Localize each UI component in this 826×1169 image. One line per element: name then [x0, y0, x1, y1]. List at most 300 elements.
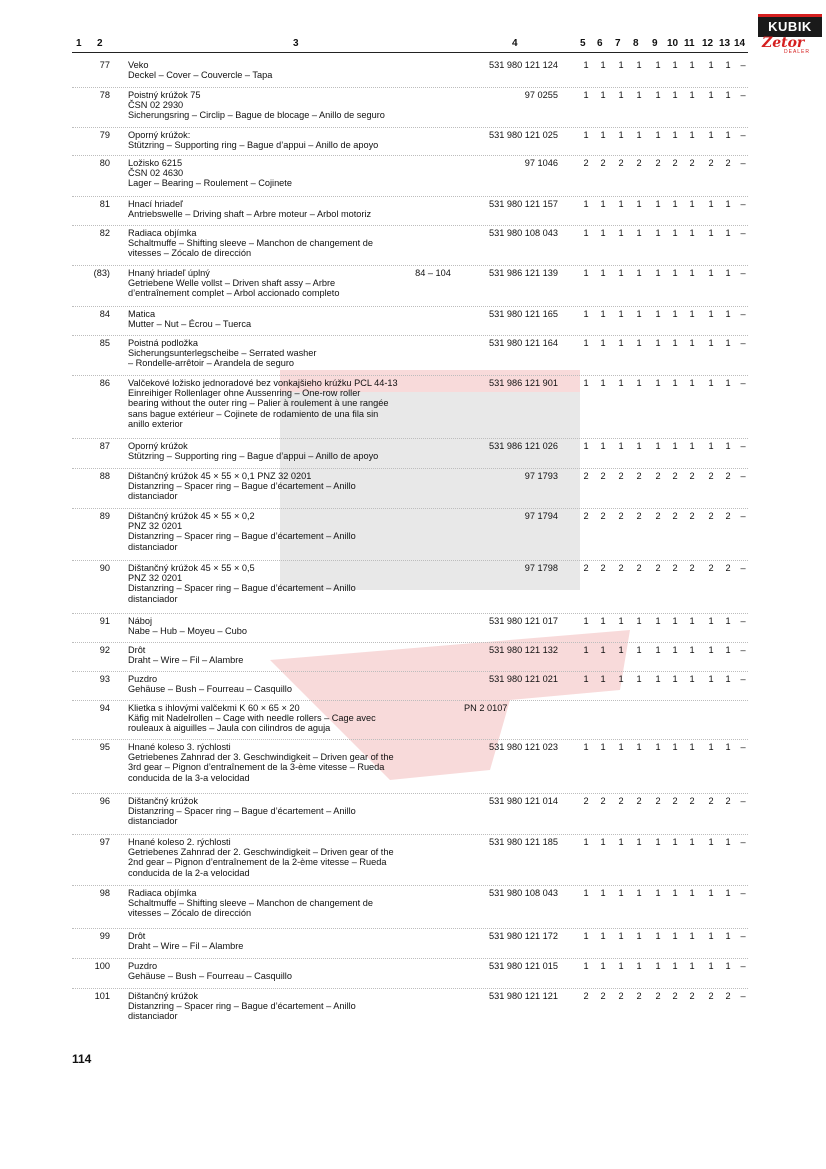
quantity-col-9: 1	[655, 338, 661, 348]
quantity-col-8: 1	[636, 742, 642, 752]
quantity-col-6: 1	[600, 268, 606, 278]
row-separator	[72, 671, 748, 672]
quantity-col-5: 1	[583, 90, 589, 100]
quantity-col-11: 1	[689, 742, 695, 752]
quantity-col-12: 2	[708, 158, 714, 168]
quantity-col-14: –	[740, 228, 746, 238]
description-line: Nabe – Hub – Moyeu – Cubo	[128, 626, 248, 637]
part-number: 531 980 121 021	[489, 674, 558, 684]
column-header-5: 5	[580, 38, 586, 49]
quantity-col-13: 1	[725, 645, 731, 655]
description-line: Sicherungsring – Circlip – Bague de blocage – Anillo de seguro	[128, 110, 385, 121]
item-description	[128, 309, 468, 329]
item-description	[128, 616, 468, 636]
quantity-col-13: 1	[725, 837, 731, 847]
quantity-col-11: 1	[689, 309, 695, 319]
quantity-col-7: 1	[618, 837, 624, 847]
item-description	[128, 563, 468, 604]
description-line: distanciador	[128, 593, 178, 604]
quantity-col-10: 1	[672, 674, 678, 684]
part-number: 97 1798	[524, 563, 558, 573]
quantity-col-6: 1	[600, 645, 606, 655]
item-description	[128, 645, 468, 665]
quantity-col-11: 1	[689, 338, 695, 348]
quantity-col-7: 1	[618, 616, 624, 626]
quantity-col-7: 2	[618, 158, 624, 168]
quantity-col-13: 1	[725, 931, 731, 941]
quantity-col-8: 1	[636, 888, 642, 898]
quantity-col-6: 1	[600, 338, 606, 348]
quantity-col-12: 2	[708, 471, 714, 481]
quantity-col-13: 1	[725, 268, 731, 278]
description-line: Dištančný krúžok	[128, 991, 198, 1001]
quantity-col-8: 1	[636, 309, 642, 319]
description-line: rouleaux à aiguilles – Jaula con cilindros de aguja	[128, 723, 331, 734]
description-line: Distanzring – Spacer ring – Bague d’écartement – Anillo	[128, 481, 356, 492]
part-number: 97 1794	[524, 511, 558, 521]
description-line: PNZ 32 0201	[128, 521, 183, 532]
quantity-col-11: 1	[689, 888, 695, 898]
quantity-col-5: 2	[583, 511, 589, 521]
description-line: Hnané koleso 2. rýchlosti	[128, 837, 231, 847]
quantity-col-11: 1	[689, 645, 695, 655]
description-line: Matica	[128, 309, 156, 319]
quantity-col-9: 2	[655, 991, 661, 1001]
quantity-col-11: 1	[689, 616, 695, 626]
quantity-col-5: 1	[583, 931, 589, 941]
quantity-col-14: –	[740, 991, 746, 1001]
row-separator	[72, 468, 748, 469]
quantity-col-6: 1	[600, 616, 606, 626]
description-line: Puzdro	[128, 961, 158, 971]
quantity-col-14: –	[740, 309, 746, 319]
item-number: 96	[99, 796, 110, 806]
quantity-col-11: 2	[689, 511, 695, 521]
quantity-col-7: 1	[618, 674, 624, 684]
quantity-col-8: 1	[636, 674, 642, 684]
quantity-col-10: 1	[672, 268, 678, 278]
quantity-col-5: 1	[583, 888, 589, 898]
quantity-col-12: 1	[708, 199, 714, 209]
quantity-col-12: 1	[708, 130, 714, 140]
quantity-col-5: 1	[583, 60, 589, 70]
quantity-col-5: 1	[583, 674, 589, 684]
quantity-col-6: 1	[600, 199, 606, 209]
description-line: Draht – Wire – Fil – Alambre	[128, 655, 244, 666]
quantity-col-6: 2	[600, 158, 606, 168]
quantity-col-5: 1	[583, 441, 589, 451]
row-separator	[72, 225, 748, 226]
description-line: anillo exterior	[128, 418, 183, 429]
quantity-col-7: 1	[618, 268, 624, 278]
quantity-col-8: 1	[636, 130, 642, 140]
description-line: Veko	[128, 60, 149, 70]
quantity-col-6: 2	[600, 471, 606, 481]
quantity-col-14: –	[740, 674, 746, 684]
quantity-col-11: 1	[689, 228, 695, 238]
quantity-col-12: 2	[708, 563, 714, 573]
description-line: Antriebswelle – Driving shaft – Arbre moteur – Arbol motoriz	[128, 209, 372, 220]
item-number: 81	[99, 199, 110, 209]
item-number: 82	[99, 228, 110, 238]
item-description	[128, 674, 468, 694]
item-description	[128, 888, 468, 919]
row-separator	[72, 834, 748, 835]
quantity-col-5: 1	[583, 199, 589, 209]
item-number: 92	[99, 645, 110, 655]
quantity-col-8: 1	[636, 60, 642, 70]
column-header-6: 6	[597, 38, 603, 49]
column-header-2: 2	[97, 38, 103, 49]
quantity-col-8: 1	[636, 931, 642, 941]
row-separator	[72, 196, 748, 197]
quantity-col-5: 1	[583, 378, 589, 388]
item-description	[128, 378, 468, 429]
quantity-col-9: 1	[655, 60, 661, 70]
quantity-col-10: 1	[672, 130, 678, 140]
quantity-col-11: 1	[689, 961, 695, 971]
item-number: 80	[99, 158, 110, 168]
item-number: 84	[99, 309, 110, 319]
quantity-col-8: 1	[636, 228, 642, 238]
description-line: Draht – Wire – Fil – Alambre	[128, 941, 244, 952]
item-number: (83)	[93, 268, 110, 278]
description-line: Hnaný hriadeľ úplný	[128, 268, 210, 278]
quantity-col-13: 1	[725, 338, 731, 348]
part-number: 531 980 121 023	[489, 742, 558, 752]
part-number: 97 1046	[524, 158, 558, 168]
quantity-col-14: –	[740, 616, 746, 626]
item-number: 87	[99, 441, 110, 451]
row-separator	[72, 155, 748, 156]
quantity-col-6: 1	[600, 674, 606, 684]
quantity-col-12: 1	[708, 441, 714, 451]
item-description	[128, 199, 468, 219]
description-line: – Rondelle-arrêtoir – Arandela de seguro	[128, 358, 294, 369]
item-description	[128, 228, 468, 259]
quantity-col-7: 1	[618, 130, 624, 140]
quantity-col-13: 1	[725, 309, 731, 319]
quantity-col-6: 1	[600, 60, 606, 70]
description-line: Stützring – Supporting ring – Bague d’appui – Anillo de apoyo	[128, 140, 379, 151]
quantity-col-11: 1	[689, 837, 695, 847]
description-line: 3rd gear – Pignon d’entraînement de la 3-ème vitesse – Rueda	[128, 762, 385, 773]
row-separator	[72, 560, 748, 561]
quantity-col-9: 2	[655, 796, 661, 806]
description-line: Sicherungsunterlegscheibe – Serrated washer	[128, 348, 317, 359]
quantity-col-5: 1	[583, 837, 589, 847]
item-description	[128, 742, 468, 783]
part-number: 531 980 121 017	[489, 616, 558, 626]
part-number: 531 986 121 901	[489, 378, 558, 388]
description-line: Poistná podložka	[128, 338, 198, 348]
column-header-9: 9	[652, 38, 658, 49]
quantity-col-8: 2	[636, 796, 642, 806]
quantity-col-9: 1	[655, 268, 661, 278]
description-line: Getriebenes Zahnrad der 3. Geschwindigkeit – Driven gear of the	[128, 752, 394, 763]
quantity-col-10: 1	[672, 645, 678, 655]
description-line: Puzdro	[128, 674, 158, 684]
quantity-col-7: 1	[618, 228, 624, 238]
row-separator	[72, 928, 748, 929]
quantity-col-14: –	[740, 378, 746, 388]
description-line: Hnací hriadeľ	[128, 199, 183, 209]
description-line: Poistný krúžok 75	[128, 90, 201, 100]
quantity-col-5: 1	[583, 961, 589, 971]
quantity-col-8: 2	[636, 991, 642, 1001]
quantity-col-12: 1	[708, 378, 714, 388]
item-description	[128, 837, 468, 878]
quantity-col-5: 1	[583, 309, 589, 319]
part-number: 531 980 121 121	[489, 991, 558, 1001]
description-line: Valčekové ložisko jednoradové bez vonkajšieho krúžku PCL 44-13	[128, 378, 398, 388]
quantity-col-12: 1	[708, 674, 714, 684]
quantity-col-13: 1	[725, 674, 731, 684]
row-separator	[72, 988, 748, 989]
quantity-col-8: 1	[636, 837, 642, 847]
column-header-7: 7	[615, 38, 621, 49]
quantity-col-9: 2	[655, 158, 661, 168]
row-separator	[72, 306, 748, 307]
quantity-col-13: 2	[725, 991, 731, 1001]
description-line: Ložisko 6215	[128, 158, 183, 168]
page-number: 114	[72, 1052, 92, 1066]
quantity-col-5: 1	[583, 645, 589, 655]
quantity-col-5: 2	[583, 471, 589, 481]
quantity-col-10: 1	[672, 60, 678, 70]
description-line: vitesses – Zócalo de dirección	[128, 248, 252, 259]
quantity-col-6: 1	[600, 888, 606, 898]
logo-dealer: DEALER	[784, 49, 811, 55]
quantity-col-7: 1	[618, 441, 624, 451]
quantity-col-14: –	[740, 441, 746, 451]
quantity-col-9: 1	[655, 90, 661, 100]
quantity-col-7: 2	[618, 471, 624, 481]
row-separator	[72, 335, 748, 336]
quantity-col-14: –	[740, 60, 746, 70]
quantity-col-14: –	[740, 796, 746, 806]
column-header-3: 3	[293, 38, 299, 49]
quantity-col-7: 1	[618, 309, 624, 319]
quantity-col-7: 1	[618, 378, 624, 388]
quantity-col-11: 2	[689, 471, 695, 481]
quantity-col-13: 1	[725, 378, 731, 388]
quantity-col-9: 2	[655, 471, 661, 481]
row-separator	[72, 438, 748, 439]
quantity-col-9: 1	[655, 674, 661, 684]
quantity-col-12: 1	[708, 616, 714, 626]
quantity-col-8: 2	[636, 471, 642, 481]
description-line: Gehäuse – Bush – Fourreau – Casquillo	[128, 971, 292, 982]
quantity-col-12: 1	[708, 837, 714, 847]
quantity-col-14: –	[740, 961, 746, 971]
quantity-col-9: 1	[655, 837, 661, 847]
row-separator	[72, 265, 748, 266]
quantity-col-12: 1	[708, 90, 714, 100]
item-description	[128, 441, 468, 461]
quantity-col-14: –	[740, 888, 746, 898]
row-separator	[72, 642, 748, 643]
quantity-col-8: 1	[636, 338, 642, 348]
part-number: 531 980 121 172	[489, 931, 558, 941]
quantity-col-11: 1	[689, 268, 695, 278]
part-number: 531 980 121 157	[489, 199, 558, 209]
description-line: Stützring – Supporting ring – Bague d’appui – Anillo de apoyo	[128, 451, 379, 462]
quantity-col-12: 1	[708, 338, 714, 348]
item-description	[128, 961, 468, 981]
description-line: conducida de la 2-a velocidad	[128, 867, 250, 878]
quantity-col-5: 2	[583, 158, 589, 168]
quantity-col-7: 1	[618, 60, 624, 70]
quantity-col-8: 1	[636, 378, 642, 388]
quantity-col-12: 1	[708, 268, 714, 278]
quantity-col-6: 1	[600, 228, 606, 238]
description-line: Dištančný krúžok 45 × 55 × 0,5	[128, 563, 255, 573]
description-line: Náboj	[128, 616, 153, 626]
description-line: Radiaca objímka	[128, 888, 197, 898]
quantity-col-6: 1	[600, 90, 606, 100]
quantity-col-10: 2	[672, 511, 678, 521]
quantity-col-13: 2	[725, 563, 731, 573]
quantity-col-14: –	[740, 90, 746, 100]
part-number: 531 980 121 015	[489, 961, 558, 971]
row-separator	[72, 885, 748, 886]
item-number: 88	[99, 471, 110, 481]
item-number: 86	[99, 378, 110, 388]
quantity-col-10: 1	[672, 338, 678, 348]
quantity-col-13: 1	[725, 130, 731, 140]
quantity-col-5: 1	[583, 616, 589, 626]
description-line: Dištančný krúžok	[128, 796, 198, 806]
quantity-col-7: 1	[618, 888, 624, 898]
row-separator	[72, 613, 748, 614]
description-line: Dištančný krúžok 45 × 55 × 0,1 PNZ 32 0201	[128, 471, 312, 481]
description-line: Schaltmuffe – Shifting sleeve – Manchon de changement de	[128, 898, 373, 909]
quantity-col-8: 2	[636, 511, 642, 521]
item-description	[128, 511, 468, 552]
quantity-col-11: 1	[689, 378, 695, 388]
quantity-col-6: 1	[600, 961, 606, 971]
quantity-col-7: 1	[618, 742, 624, 752]
quantity-col-10: 1	[672, 378, 678, 388]
part-number: 531 980 121 025	[489, 130, 558, 140]
row-separator	[72, 739, 748, 740]
quantity-col-9: 1	[655, 616, 661, 626]
item-number: 93	[99, 674, 110, 684]
item-description	[128, 90, 468, 121]
quantity-col-14: –	[740, 130, 746, 140]
description-line: Distanzring – Spacer ring – Bague d’écartement – Anillo	[128, 531, 356, 542]
quantity-col-7: 1	[618, 338, 624, 348]
item-number: 90	[99, 563, 110, 573]
quantity-col-6: 1	[600, 742, 606, 752]
quantity-col-10: 2	[672, 796, 678, 806]
quantity-col-11: 1	[689, 441, 695, 451]
quantity-col-13: 1	[725, 199, 731, 209]
quantity-col-13: 1	[725, 228, 731, 238]
description-line: Getriebenes Zahnrad der 2. Geschwindigkeit – Driven gear of the	[128, 847, 394, 858]
quantity-col-6: 1	[600, 309, 606, 319]
item-number: 78	[99, 90, 110, 100]
quantity-col-11: 1	[689, 60, 695, 70]
quantity-col-7: 1	[618, 199, 624, 209]
quantity-col-14: –	[740, 199, 746, 209]
quantity-col-9: 1	[655, 378, 661, 388]
quantity-col-11: 1	[689, 931, 695, 941]
quantity-col-7: 2	[618, 563, 624, 573]
description-line: Drôt	[128, 931, 146, 941]
quantity-col-10: 1	[672, 616, 678, 626]
quantity-col-7: 1	[618, 90, 624, 100]
item-number: 101	[94, 991, 110, 1001]
item-number: 95	[99, 742, 110, 752]
description-line: sans bague extérieur – Cojinete de rodamiento de una fila sin	[128, 408, 379, 419]
quantity-col-12: 1	[708, 645, 714, 655]
quantity-col-8: 2	[636, 158, 642, 168]
quantity-col-5: 2	[583, 563, 589, 573]
description-line: bearing without the outer ring – Palier à roulement à une rangée	[128, 398, 389, 409]
quantity-col-8: 1	[636, 441, 642, 451]
quantity-col-11: 1	[689, 199, 695, 209]
quantity-col-11: 2	[689, 991, 695, 1001]
quantity-col-10: 1	[672, 961, 678, 971]
column-header-14: 14	[734, 38, 746, 49]
part-number: 97 0255	[524, 90, 558, 100]
quantity-col-9: 1	[655, 228, 661, 238]
logo-brand: KUBIK	[758, 14, 822, 37]
quantity-col-9: 1	[655, 961, 661, 971]
quantity-col-9: 1	[655, 309, 661, 319]
description-line: Drôt	[128, 645, 146, 655]
part-number: 531 980 121 014	[489, 796, 558, 806]
quantity-col-10: 1	[672, 742, 678, 752]
quantity-col-5: 1	[583, 268, 589, 278]
description-line: Dištančný krúžok 45 × 55 × 0,2	[128, 511, 255, 521]
quantity-col-6: 1	[600, 378, 606, 388]
part-number: 531 980 121 164	[489, 338, 558, 348]
quantity-col-9: 1	[655, 130, 661, 140]
quantity-col-8: 1	[636, 90, 642, 100]
item-description	[128, 991, 468, 1022]
part-number: 531 980 108 043	[489, 888, 558, 898]
quantity-col-7: 2	[618, 796, 624, 806]
row-separator	[72, 127, 748, 128]
description-line: Klietka s ihlovými valčekmi K 60 × 65 × 20	[128, 703, 300, 713]
column-header-row	[0, 35, 826, 52]
quantity-col-13: 1	[725, 90, 731, 100]
quantity-col-7: 1	[618, 961, 624, 971]
quantity-col-9: 1	[655, 742, 661, 752]
item-number: 89	[99, 511, 110, 521]
quantity-col-9: 1	[655, 645, 661, 655]
part-number: 97 1793	[524, 471, 558, 481]
quantity-col-6: 1	[600, 837, 606, 847]
description-line: ČSN 02 2930	[128, 100, 184, 111]
quantity-col-8: 1	[636, 645, 642, 655]
quantity-col-10: 2	[672, 991, 678, 1001]
quantity-col-13: 1	[725, 961, 731, 971]
description-line: distanciador	[128, 1011, 178, 1022]
quantity-col-10: 1	[672, 837, 678, 847]
item-description	[128, 338, 468, 369]
item-description	[128, 130, 468, 150]
description-line: 2nd gear – Pignon d’entraînement de la 2-ème vitesse – Rueda	[128, 857, 387, 868]
part-number: 531 980 121 124	[489, 60, 558, 70]
row-separator	[72, 508, 748, 509]
part-number: 531 986 121 026	[489, 441, 558, 451]
quantity-col-8: 1	[636, 268, 642, 278]
item-description	[128, 158, 468, 189]
